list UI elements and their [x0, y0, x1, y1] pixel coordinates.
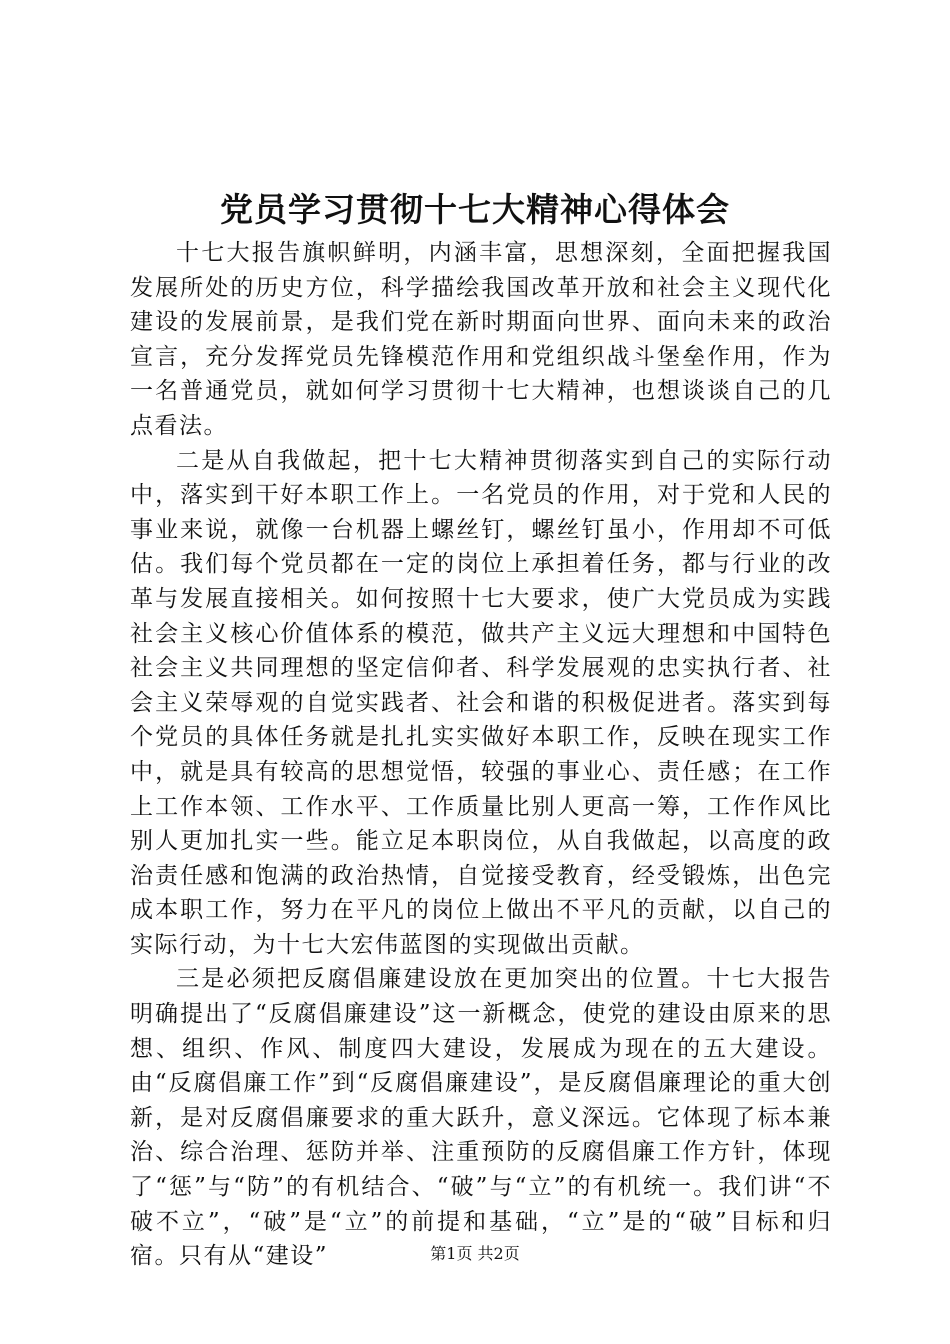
paragraph-3: 三是必须把反腐倡廉建设放在更加突出的位置。十七大报告明确提出了“反腐倡廉建设”这一新概念，使党的建设由原来的思想、组织、作风、制度四大建设，发展成为现在的五大建设。由“反腐倡廉工作”到“反腐倡廉建设”，是反腐倡廉理论的重大创新，是对反腐倡廉要求的重大跃升，意义深远。它体现了标本兼治、综合治理、惩防并举、注重预防的反腐倡廉工作方针，体现了“惩”与“防”的有机结合、“破”与“立”的有机统一。我们讲“不破不立”，“破”是“立”的前提和基础，“立”是的“破”目标和归宿。只有从“建设”: [130, 966, 832, 1270]
page-footer: 第1页 共2页: [430, 1244, 520, 1263]
paragraph-1: 十七大报告旗帜鲜明，内涵丰富，思想深刻，全面把握我国发展所处的历史方位，科学描绘我国改革开放和社会主义现代化建设的发展前景，是我们党在新时期面向世界、面向未来的政治宣言，充分发挥党员先锋模范作用和党组织战斗堡垒作用，作为一名普通党员，就如何学习贯彻十七大精神，也想谈谈自己的几点看法。: [130, 240, 832, 439]
paragraph-2: 二是从自我做起，把十七大精神贯彻落实到自己的实际行动中，落实到干好本职工作上。一名党员的作用，对于党和人民的事业来说，就像一台机器上螺丝钉，螺丝钉虽小，作用却不可低估。我们每个党员都在一定的岗位上承担着任务，都与行业的改革与发展直接相关。如何按照十七大要求，使广大党员成为实践社会主义核心价值体系的模范，做共产主义远大理想和中国特色社会主义共同理想的坚定信仰者、科学发展观的忠实执行者、社会主义荣辱观的自觉实践者、社会和谐的积极促进者。落实到每个党员的具体任务就是扎扎实实做好本职工作，反映在现实工作中，就是具有较高的思想觉悟，较强的事业心、责任感；在工作上工作本领、工作水平、工作质量比别人更高一筹，工作作风比别人更加扎实一些。能立足本职岗位，从自我做起，以高度的政治责任感和饱满的政治热情，自觉接受教育，经受锻炼，出色完成本职工作，努力在平凡的岗位上做出不平凡的贡献，以自己的实际行动，为十七大宏伟蓝图的实现做出贡献。: [130, 447, 832, 958]
document-body: [130, 236, 832, 1274]
document-title: 党员学习贯彻十七大精神心得体会: [220, 190, 730, 229]
